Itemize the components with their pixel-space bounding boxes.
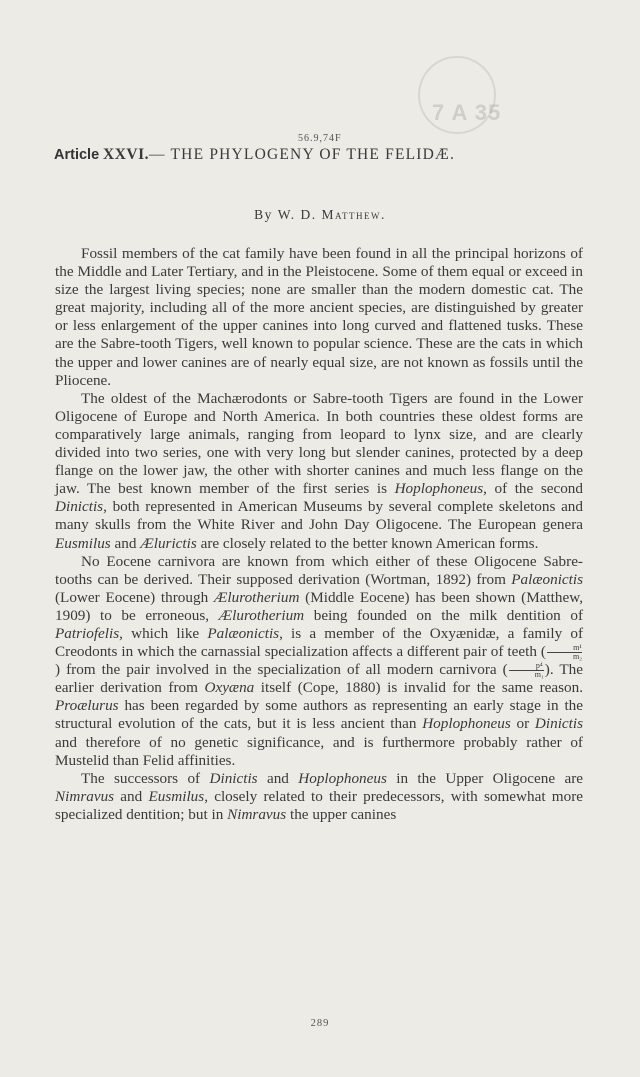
author-line — [0, 207, 640, 223]
catalog-number: 56.9,74F — [298, 133, 342, 144]
genus-name: Oxyæna — [204, 679, 255, 697]
text-run: itself (Cope, 1880) is invalid for the same reason. — [254, 679, 583, 697]
article-number: XXVI. — [103, 146, 150, 163]
author-prefix: By — [254, 207, 273, 222]
text-run: or — [510, 715, 535, 733]
page-number: 289 — [310, 1018, 330, 1029]
genus-name: Dinictis — [55, 498, 104, 516]
text-run: , of the second — [483, 480, 583, 498]
text-run: (Lower Eocene) through — [55, 588, 214, 606]
text-run: Fossil members of the cat family have been found in all the principal horizons of the Middle and Later Tertiary, and in the Pleistocene. Some of them equal or exceed in size the largest living species; none are smaller than the modern domestic cat. The great majority, including all of the more ancient species, are distinguished by greater or less enlargement of the upper canines into long curved and flattened tusks. These are the Sabre-tooth Tigers, well known to popular science. These are the cats in which the upper and lower canines are of nearly equal size, are not known as fossils until the Pliocene. — [55, 245, 583, 389]
genus-name: Ælurotherium — [218, 606, 305, 624]
article-title — [54, 146, 614, 164]
article-label: Article — [54, 147, 100, 163]
genus-name: Proælurus — [55, 697, 119, 715]
genus-name: Hoplophoneus — [394, 480, 484, 498]
text-run: ) from the pair involved in the specialization of all modern carnivora ( — [55, 661, 508, 679]
text-run: The successors of — [81, 769, 210, 787]
text-run: the upper canines — [286, 805, 397, 823]
genus-name: Eusmilus — [148, 787, 205, 805]
paragraph — [55, 553, 583, 770]
paragraph — [55, 770, 583, 824]
text-run: has been regarded by some authors as representing an early stage in the structural evolution of the cats, but it is less ancient than — [55, 697, 583, 733]
paragraph — [55, 390, 583, 553]
text-run: No Eocene carnivora are known from which either of these Oligocene Sabre-tooths can be derived. Their supposed derivation (Wortman, 1892) from — [55, 552, 583, 588]
text-run: and — [257, 769, 299, 787]
genus-name: Ælurictis — [140, 534, 197, 552]
genus-name: Dinictis — [209, 769, 258, 787]
text-run: ). The earlier derivation from — [55, 661, 583, 697]
genus-name: Palæonictis — [207, 624, 280, 642]
text-run: , closely related to their predecessors, with somewhat more specialized dentition; but in — [55, 787, 583, 823]
text-run: being founded on the milk dentition of — [304, 606, 583, 624]
genus-name: Palæonictis — [511, 570, 583, 588]
text-run: The oldest of the Machærodonts or Sabre-tooth Tigers are found in the Lower Oligocene of Europe and North America. In both countries these oldest forms are comparatively large animals, ranging from leopard to lynx size, and are clearly divided into two series, one with very long but slender canines, protected by a deep flange on the lower jaw, the other with shorter canines and much less flange on the jaw. The best known member of the first series is — [55, 389, 583, 498]
tooth-formula: $\frac{\text{p⁴}}{\text{m₁}}$ — [509, 662, 544, 679]
tooth-formula: $\frac{\text{m¹}}{\text{m₂}}$ — [547, 644, 582, 661]
genus-name: Nimravus — [55, 787, 115, 805]
genus-name: Hoplophoneus — [298, 769, 387, 787]
stamp-text: 7 A 35 — [432, 100, 502, 125]
title-text: — THE PHYLOGENY OF THE FELIDÆ. — [149, 146, 456, 163]
text-run: and — [110, 534, 141, 552]
text-run: , which like — [119, 624, 208, 642]
text-run: , both represented in American Museums by several complete skeletons and many skulls from the White River and John Day Oligocene. The European genera — [55, 498, 583, 534]
text-run: and therefore of no genetic significance, and is furthermore probably rather of Mustelid than Felid affinities. — [55, 733, 583, 769]
text-run: , is a member of the Oxyænidæ, a family of Creodonts in which the carnassial specialization affects a different pair of teeth ( — [55, 624, 583, 661]
text-run: in the Upper Oligocene are — [386, 769, 584, 787]
genus-name: Ælurotherium — [213, 588, 300, 606]
genus-name: Hoplophoneus — [422, 715, 511, 733]
text-run: (Middle Eocene) has been shown (Matthew, 1909) to be erroneous, — [55, 588, 583, 624]
genus-name: Nimravus — [227, 805, 287, 823]
author-name: W. D. Matthew. — [277, 207, 386, 222]
genus-name: Dinictis — [534, 715, 583, 733]
genus-name: Patriofelis — [55, 624, 120, 642]
text-run: and — [114, 787, 149, 805]
article-body — [55, 245, 583, 824]
genus-name: Eusmilus — [55, 534, 111, 552]
text-run: are closely related to the better known American forms. — [196, 534, 539, 552]
paragraph — [55, 245, 583, 390]
